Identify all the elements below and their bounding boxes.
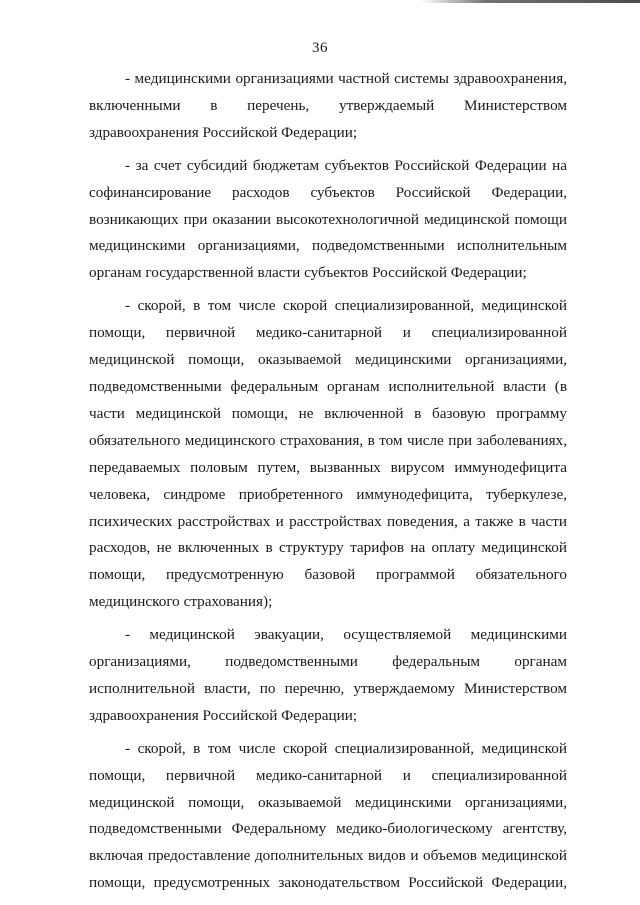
paragraph-private-organizations: - медицинскими организациями частной системы здравоохранения, включенными в перечень, утверждаемый Министерством здравоохранения Российской Федерации; <box>89 70 567 141</box>
page-number: 36 <box>312 40 328 56</box>
paragraph-medical-evacuation: - медицинской эвакуации, осуществляемой медицинскими организациями, подведомственными федеральным органам исполнительной власти, по перечню, утверждаемому Министерством здравоохранения Российской Федерации; <box>89 626 567 724</box>
document-body <box>89 66 567 903</box>
paragraph-federal-medical-care: - скорой, в том числе скорой специализированной, медицинской помощи, первичной медико-санитарной и специализированной медицинской помощи, оказываемой медицинскими организациями, подведомственными федеральным органам исполнительной власти (в части медицинской помощи, не включенной в базовую программу обязательного медицинского страхования, в том числе при заболеваниях, передаваемых половым путем, вызванных вирусом иммунодефицита человека, синдроме приобретенного иммунодефицита, туберкулезе, психических расстройствах и расстройствах поведения, а также в части расходов, не включенных в структуру тарифов на оплату медицинской помощи, предусмотренную базовой программой обязательного медицинского страхования); <box>89 297 567 611</box>
paragraph-subsidies: - за счет субсидий бюджетам субъектов Российской Федерации на софинансирование расходов субъектов Российской Федерации, возникающих при оказании высокотехнологичной медицинской помощи медицинскими организациями, подведомственными исполнительным органам государственной власти субъектов Российской Федерации; <box>89 156 567 282</box>
paragraph-fmba-medical-care: - скорой, в том числе скорой специализированной, медицинской помощи, первичной медико-санитарной и специализированной медицинской помощи, оказываемой медицинскими организациями, подведомственными Федеральному медико-биологическому агентству, включая предоставление дополнительных видов и объемов медицинской помощи, предусмотренных законодательством Российской Федерации, <box>89 739 567 892</box>
scan-edge-line <box>420 0 640 3</box>
